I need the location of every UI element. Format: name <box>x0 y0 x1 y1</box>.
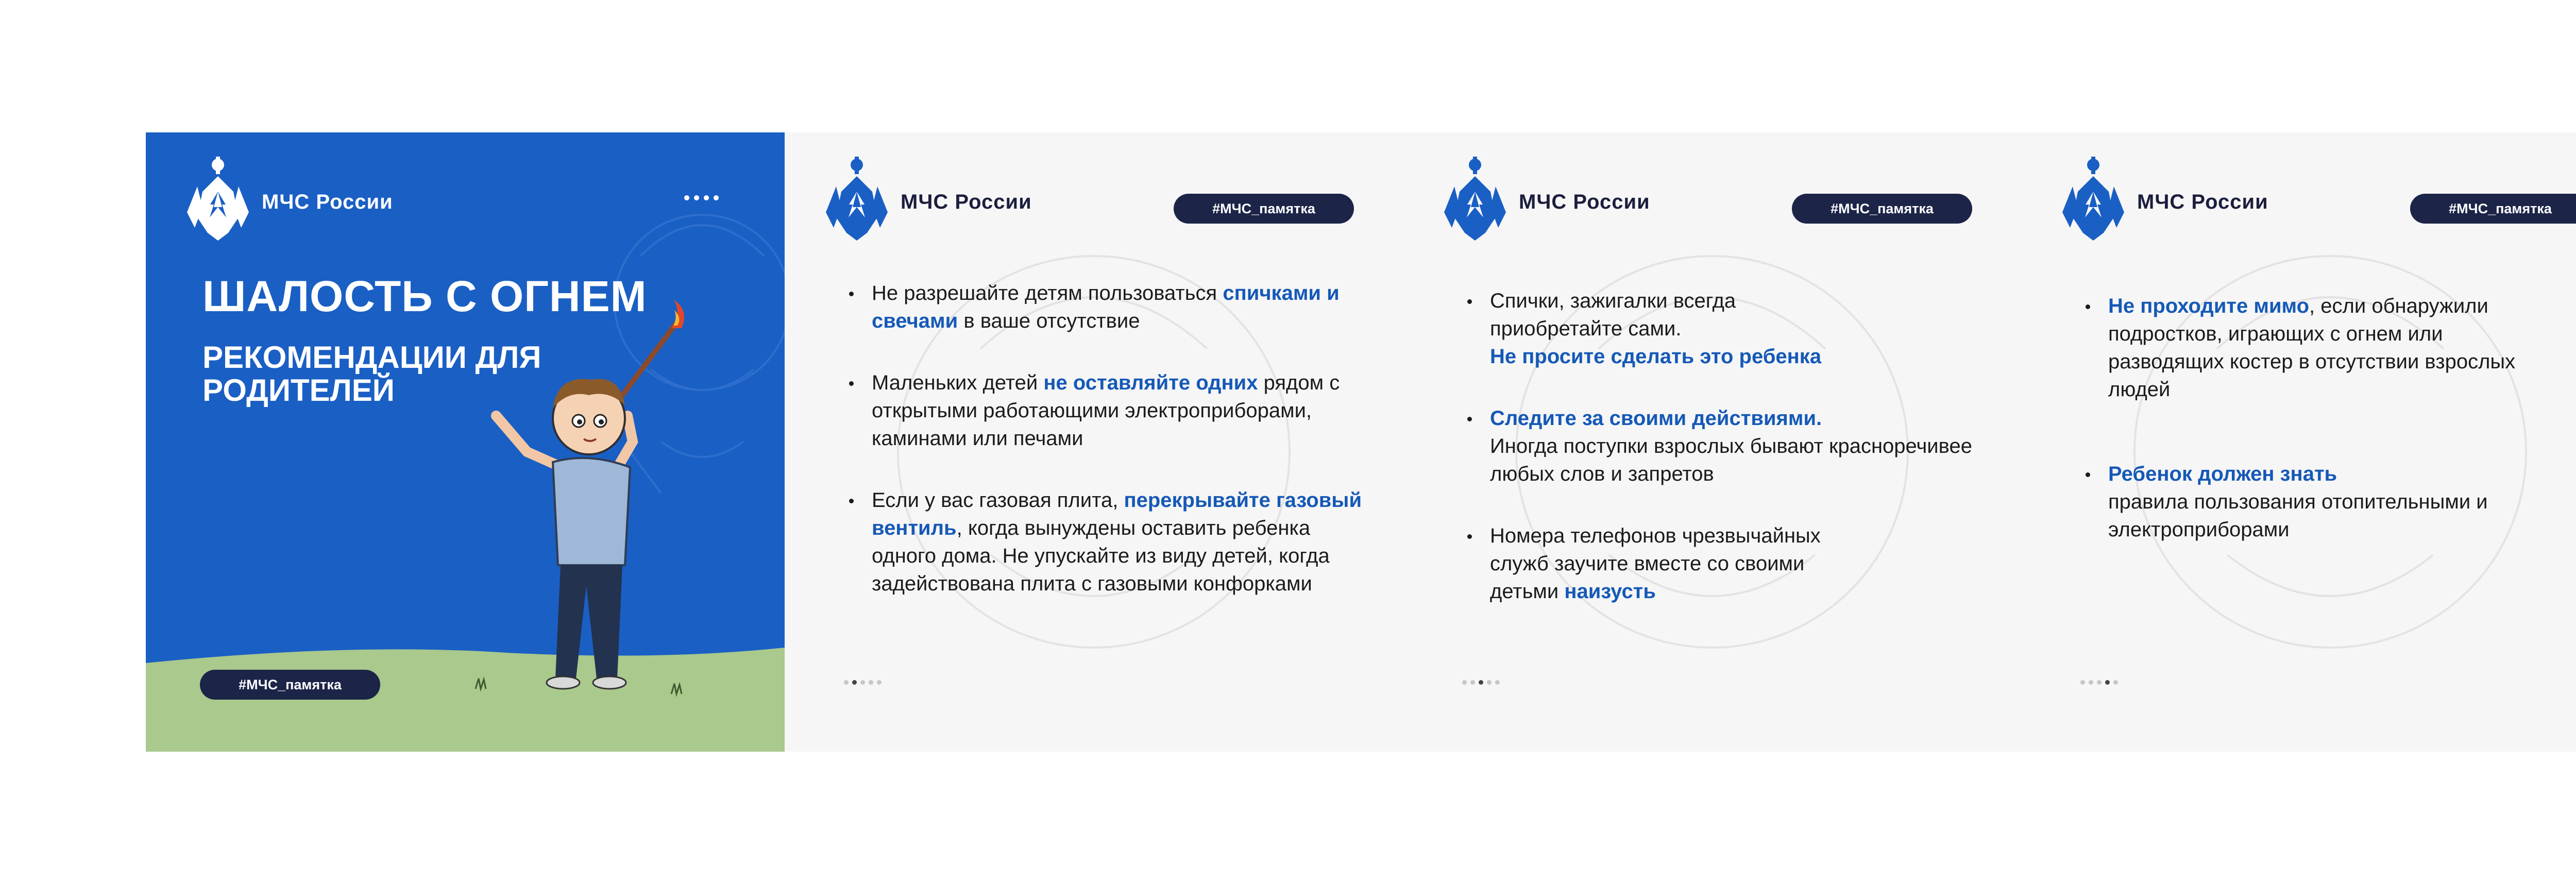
emergency-emblem-icon <box>1444 156 1506 243</box>
list-item: Номера телефонов чрезвычайных служб заучите вместе со своими детьми наизусть <box>1467 522 1849 605</box>
brand-name: МЧС России <box>262 191 393 213</box>
page-indicator[interactable] <box>1462 680 1500 685</box>
list-item: Не разрешайте детям пользоваться спичками и свечами в ваше отсутствие <box>849 279 1364 335</box>
slide-cover[interactable] <box>146 132 785 752</box>
page-title: ШАЛОСТЬ С ОГНЕМ <box>202 272 647 320</box>
page-indicator[interactable] <box>2080 680 2118 685</box>
carousel-strip <box>146 132 2576 752</box>
boy-illustration <box>455 297 702 694</box>
slide-tips-3[interactable] <box>2021 132 2576 752</box>
list-item: Спички, зажигалки всегда приобретайте сами. Не просите сделать это ребенка <box>1467 287 1828 370</box>
list-item: Если у вас газовая плита, перекрывайте газовый вентиль, когда вынуждены оставить ребенка одного дома. Не упускайте из виду детей, когда задействована плита с газовыми конфорками <box>849 486 1364 598</box>
page-indicator[interactable] <box>844 680 882 685</box>
emergency-emblem-icon <box>187 156 249 243</box>
hashtag-badge: #МЧС_памятка <box>1174 194 1354 224</box>
tips-list <box>849 279 1364 598</box>
slide-tips-1[interactable] <box>785 132 1403 752</box>
slide-tips-2[interactable] <box>1403 132 2021 752</box>
list-item: Маленьких детей не оставляйте одних рядом с открытыми работающими электроприборами, каминами или печами <box>849 369 1364 452</box>
page-subtitle: РЕКОМЕНДАЦИИ ДЛЯ РОДИТЕЛЕЙ <box>202 340 541 408</box>
tips-list <box>2086 292 2576 544</box>
hashtag-badge: #МЧС_памятка <box>200 670 380 700</box>
brand-name: МЧС России <box>901 191 1032 213</box>
brand-name: МЧС России <box>1519 191 1650 213</box>
list-item: Ребенок должен знать правила пользования отопительными и электроприборами <box>2086 460 2539 544</box>
brand-name: МЧС России <box>2137 191 2268 213</box>
hashtag-badge: #МЧС_памятка <box>1792 194 1972 224</box>
tips-list <box>1467 287 1982 605</box>
emergency-emblem-icon <box>826 156 888 243</box>
list-item: Следите за своими действиями. Иногда поступки взрослых бывают красноречивее любых слов и запретов <box>1467 404 1982 488</box>
dots-icon[interactable] <box>684 195 719 200</box>
list-item: Не проходите мимо, если обнаружили подростков, играющих с огнем или разводящих костер в отсутствии взрослых людей <box>2086 292 2560 403</box>
emergency-emblem-icon <box>2062 156 2124 243</box>
hashtag-badge: #МЧС_памятка <box>2410 194 2576 224</box>
